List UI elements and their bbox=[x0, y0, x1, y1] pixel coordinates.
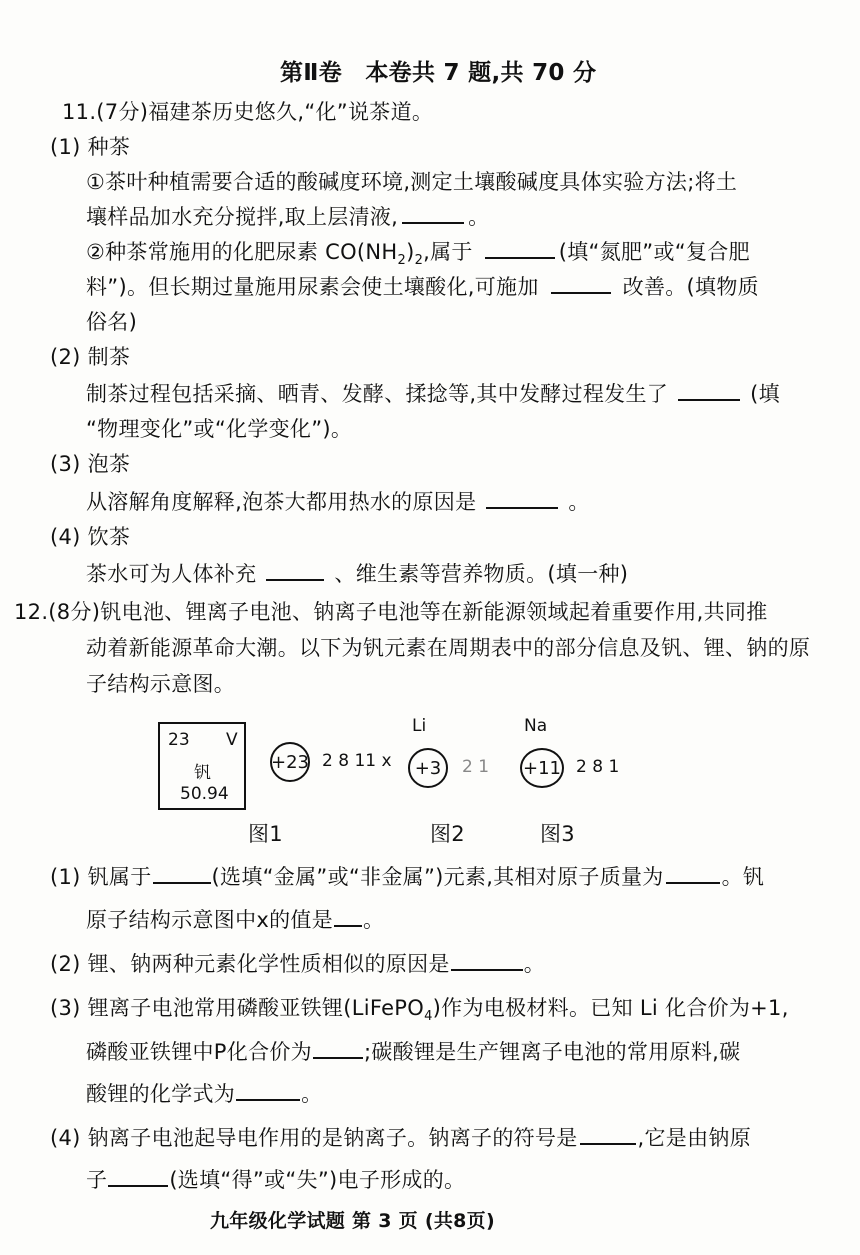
q12-s3-line1-pre: (3) 锂离子电池常用磷酸亚铁锂(LiFePO bbox=[50, 996, 425, 1020]
q11-part2-title: (2) 制茶 bbox=[50, 345, 131, 369]
q11-p1a-end: 。 bbox=[468, 205, 490, 229]
q11-part4-title: (4) 饮茶 bbox=[50, 525, 131, 549]
page-footer: 九年级化学试题 第 3 页 (共8页) bbox=[210, 1210, 495, 1232]
q12-s1-mid: (选填“金属”或“非金属”)元素,其相对原子质量为 bbox=[211, 865, 664, 889]
q11-p4-line bbox=[86, 562, 628, 587]
q11-p1b-line3: 俗名) bbox=[86, 310, 138, 334]
answer-blank[interactable] bbox=[486, 491, 558, 509]
atomic-number: 23 bbox=[168, 730, 190, 750]
na-label: Na bbox=[524, 716, 548, 736]
q12-s3-line1 bbox=[50, 996, 789, 1025]
q12-s3-line2-pre: 磷酸亚铁锂中P化合价为 bbox=[86, 1040, 312, 1064]
q11-part3-title: (3) 泡茶 bbox=[50, 452, 131, 476]
q12-s1-line1 bbox=[50, 865, 764, 890]
v-electron-shells: 2 8 11 x bbox=[322, 751, 392, 771]
q12-stem-line3: 子结构示意图。 bbox=[86, 672, 236, 696]
answer-blank[interactable] bbox=[551, 276, 611, 294]
q12-s3-line2 bbox=[86, 1040, 740, 1065]
answer-blank[interactable] bbox=[334, 909, 362, 927]
q12-s3-line3 bbox=[86, 1082, 322, 1107]
q11-p2-end: (填 bbox=[750, 382, 780, 406]
q11-p1b-line2-post: 改善。(填物质 bbox=[622, 275, 759, 299]
q11-p1b-pre: ②种茶常施用的化肥尿素 CO(NH bbox=[86, 240, 398, 264]
q12-stem-line1: 12.(8分)钒电池、锂离子电池、钠离子电池等在新能源领域起着重要作用,共同推 bbox=[14, 600, 768, 624]
q12-s1-line2 bbox=[86, 908, 384, 933]
answer-blank[interactable] bbox=[236, 1083, 300, 1101]
answer-blank[interactable] bbox=[451, 953, 523, 971]
q12-s2-pre: (2) 锂、钠两种元素化学性质相似的原因是 bbox=[50, 952, 450, 976]
q11-p4-pre: 茶水可为人体补充 bbox=[86, 562, 257, 586]
q11-p2-text: 制茶过程包括采摘、晒青、发酵、揉捻等,其中发酵过程发生了 bbox=[86, 382, 669, 406]
q12-s4-line2 bbox=[86, 1168, 465, 1193]
answer-blank[interactable] bbox=[313, 1041, 363, 1059]
figure-1-caption: 图1 bbox=[248, 822, 283, 846]
q12-s1-line2-pre: 原子结构示意图中x的值是 bbox=[86, 908, 334, 932]
answer-blank[interactable] bbox=[153, 866, 211, 884]
answer-blank[interactable] bbox=[485, 241, 555, 259]
q11-p1b-line1 bbox=[86, 240, 750, 269]
q11-p3-end: 。 bbox=[568, 490, 590, 514]
q12-s4-line1-pre: (4) 钠离子电池起导电作用的是钠离子。钠离子的符号是 bbox=[50, 1126, 578, 1150]
q12-s4-line1-post: ,它是由钠原 bbox=[637, 1126, 752, 1150]
q12-s3-line3-pre: 酸锂的化学式为 bbox=[86, 1082, 236, 1106]
answer-blank[interactable] bbox=[402, 206, 464, 224]
q11-p1b-post: ,属于 bbox=[423, 240, 473, 264]
answer-blank[interactable] bbox=[580, 1127, 636, 1145]
subscript: 4 bbox=[424, 1009, 433, 1025]
q12-s4-line2-pre: 子 bbox=[86, 1168, 108, 1192]
q11-stem: 11.(7分)福建茶历史悠久,“化”说茶道。 bbox=[62, 100, 434, 124]
q11-p1a-line1: ①茶叶种植需要合适的酸碱度环境,测定土壤酸碱度具体实验方法;将土 bbox=[86, 170, 738, 194]
answer-blank[interactable] bbox=[266, 563, 324, 581]
li-electron-shells: 2 1 bbox=[462, 757, 490, 777]
q11-p1b-line2 bbox=[86, 275, 759, 300]
q11-p1a-line2 bbox=[86, 205, 489, 230]
q11-p3-text: 从溶解角度解释,泡茶大都用热水的原因是 bbox=[86, 490, 477, 514]
q12-s2-line bbox=[50, 952, 545, 977]
q11-p1b-line2-pre: 料”)。但长期过量施用尿素会使土壤酸化,可施加 bbox=[86, 275, 539, 299]
q12-s1-end: 。钒 bbox=[721, 865, 765, 889]
element-name: 钒 bbox=[194, 763, 211, 783]
answer-blank[interactable] bbox=[666, 866, 720, 884]
li-nucleus: +3 bbox=[408, 748, 448, 788]
answer-blank[interactable] bbox=[108, 1169, 168, 1187]
q11-p2-line2: “物理变化”或“化学变化”)。 bbox=[86, 417, 353, 441]
v-nucleus: +23 bbox=[270, 742, 310, 782]
q12-s1-pre: (1) 钒属于 bbox=[50, 865, 152, 889]
q11-p2-line1 bbox=[86, 382, 780, 407]
q11-p3-line bbox=[86, 490, 590, 515]
q12-s3-line3-end: 。 bbox=[301, 1082, 323, 1106]
q12-s4-line2-post: (选填“得”或“失”)电子形成的。 bbox=[169, 1168, 466, 1192]
q12-s4-line1 bbox=[50, 1126, 751, 1151]
q11-p1b-end: (填“氮肥”或“复合肥 bbox=[558, 240, 750, 264]
na-nucleus: +11 bbox=[520, 748, 564, 788]
subscript: 2 bbox=[414, 253, 424, 269]
q11-p1a-text: 壤样品加水充分搅拌,取上层清液, bbox=[86, 205, 399, 229]
section-header: 第Ⅱ卷 本卷共 7 题,共 70 分 bbox=[280, 60, 597, 86]
li-label: Li bbox=[412, 716, 427, 736]
element-symbol: V bbox=[226, 730, 238, 750]
q12-s1-line2-end: 。 bbox=[363, 908, 385, 932]
q11-p4-post: 、维生素等营养物质。(填一种) bbox=[334, 562, 629, 586]
q12-s3-line2-post: ;碳酸锂是生产锂离子电池的常用原料,碳 bbox=[363, 1040, 741, 1064]
element-card bbox=[158, 722, 246, 810]
figure-3-caption: 图3 bbox=[540, 822, 575, 846]
q12-s3-line1-post: )作为电极材料。已知 Li 化合价为+1, bbox=[432, 996, 789, 1020]
q11-part1-title: (1) 种茶 bbox=[50, 135, 131, 159]
paren: ) bbox=[406, 240, 415, 264]
subscript: 2 bbox=[397, 253, 407, 269]
na-electron-shells: 2 8 1 bbox=[576, 757, 620, 777]
q12-stem-line2: 动着新能源革命大潮。以下为钒元素在周期表中的部分信息及钒、锂、钠的原 bbox=[86, 636, 811, 660]
answer-blank[interactable] bbox=[678, 383, 740, 401]
atomic-mass: 50.94 bbox=[180, 784, 229, 804]
q12-s2-end: 。 bbox=[523, 952, 546, 976]
figure-2-caption: 图2 bbox=[430, 822, 465, 846]
